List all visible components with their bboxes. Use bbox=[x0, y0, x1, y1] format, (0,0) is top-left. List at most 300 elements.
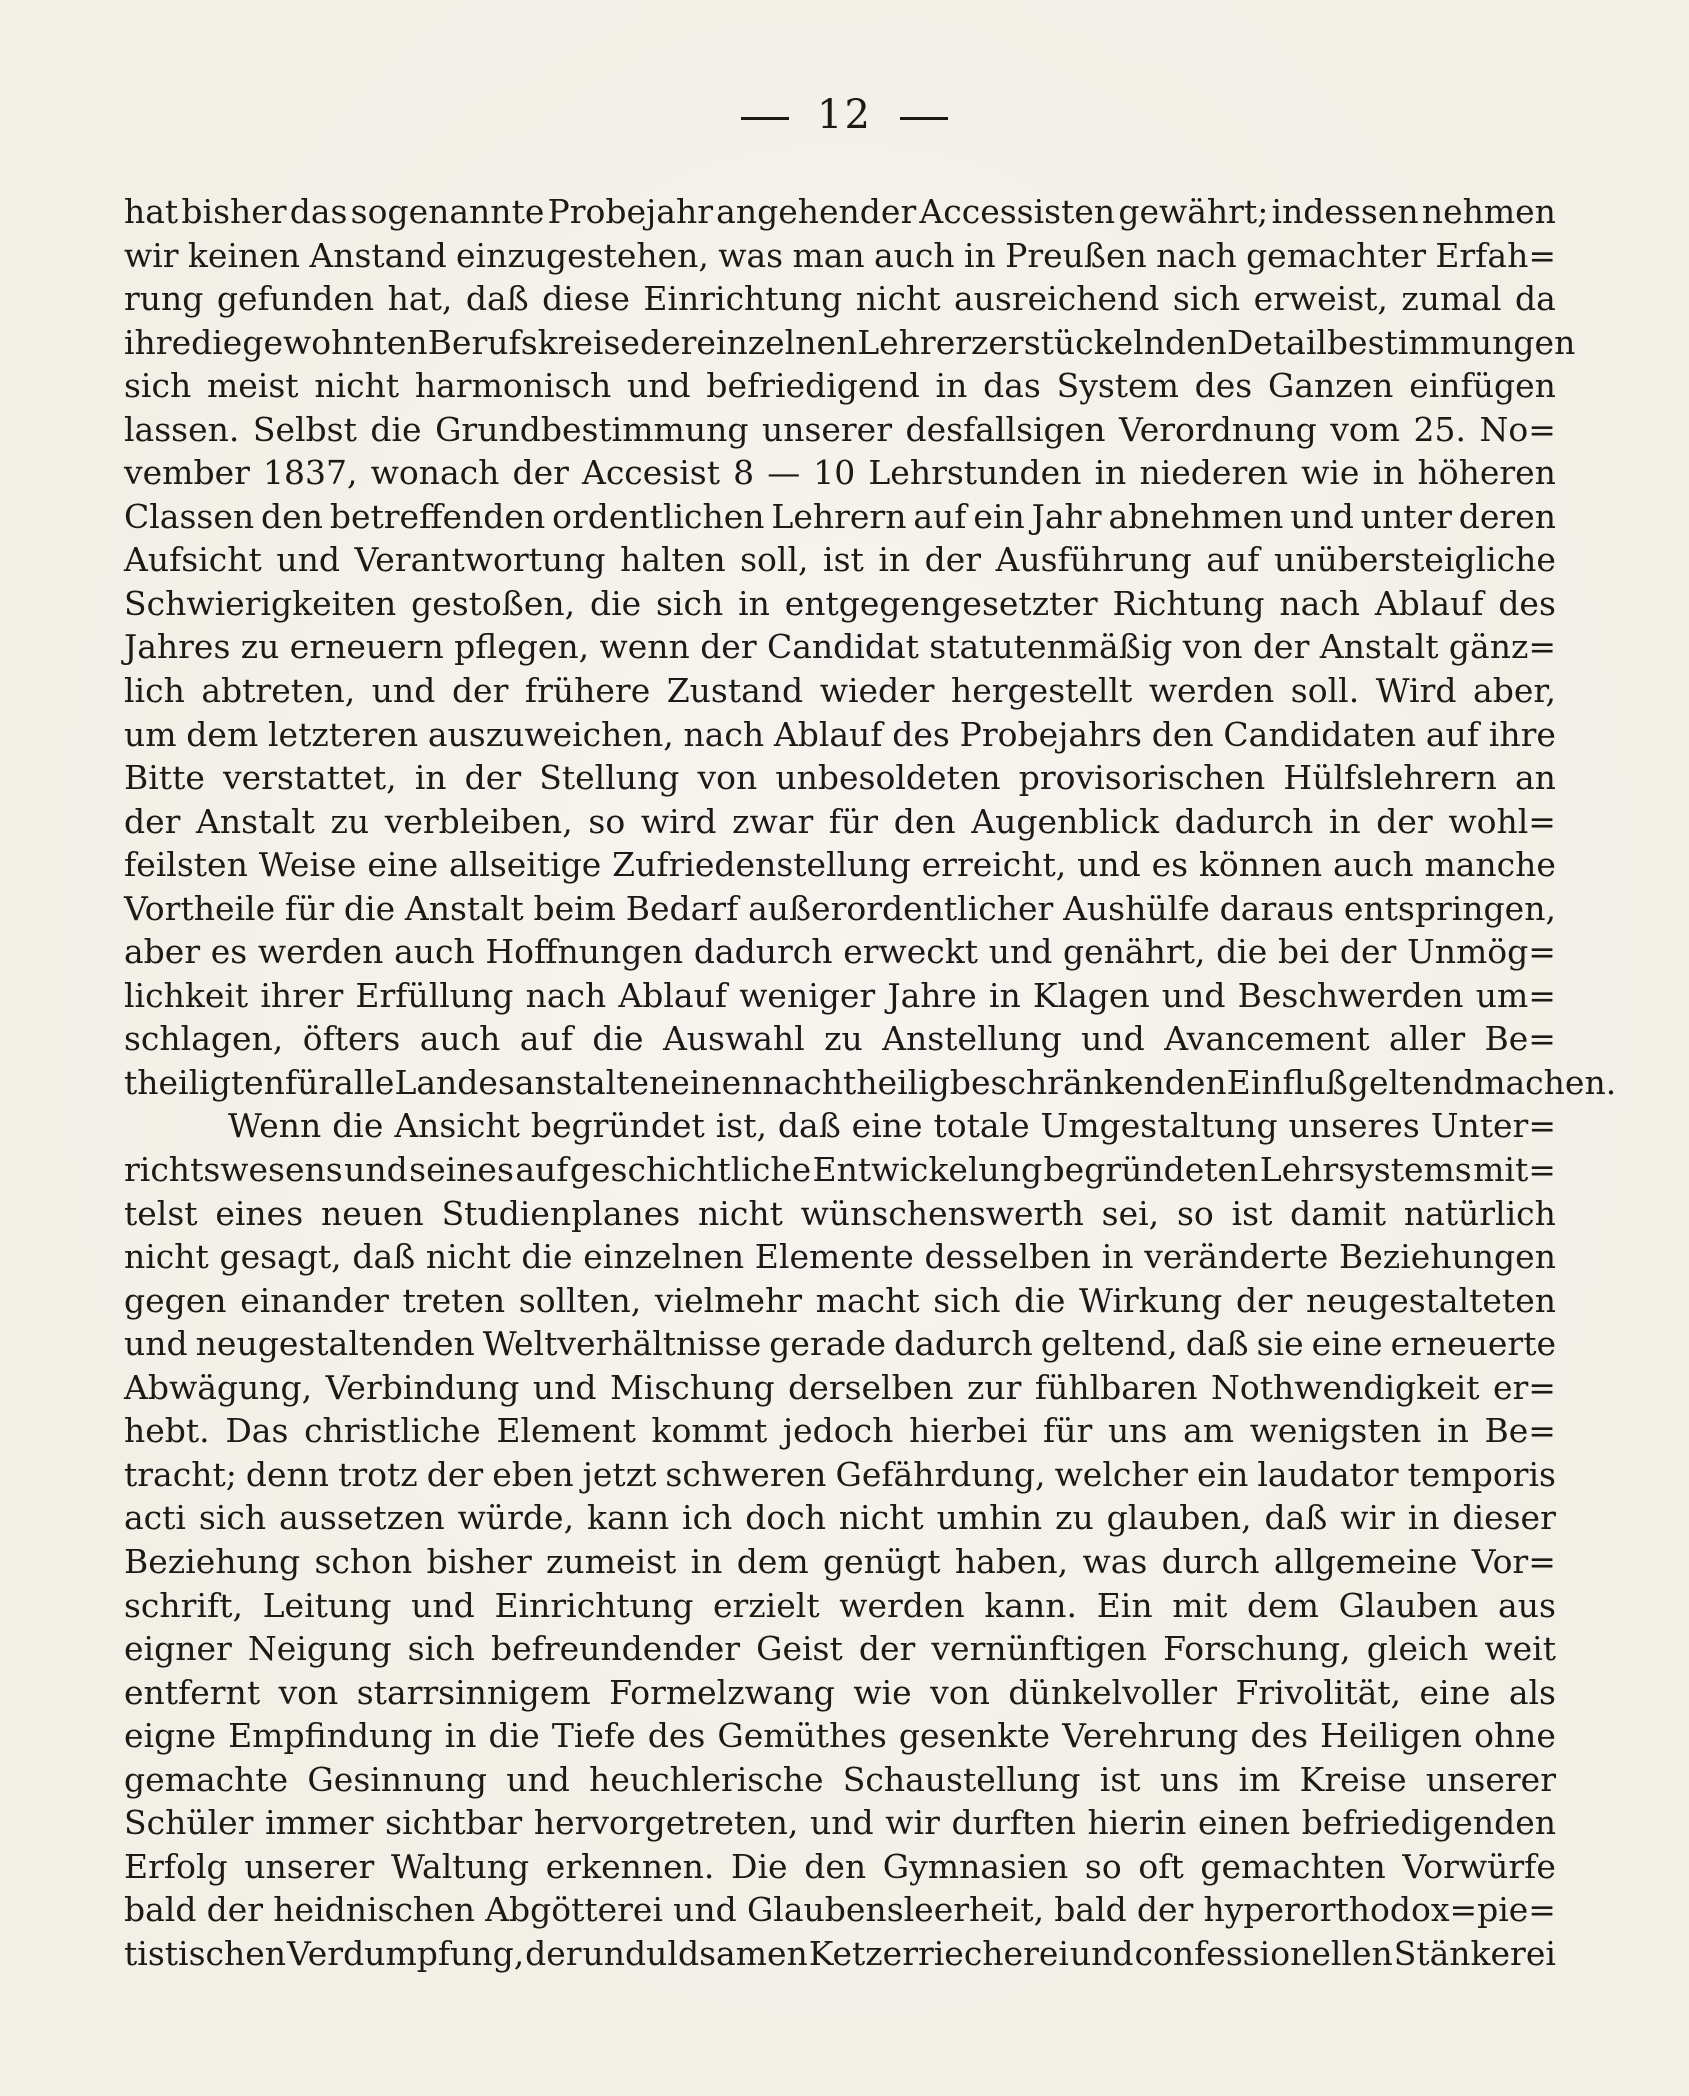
word: Klagen bbox=[1032, 975, 1150, 1015]
word: zu bbox=[824, 1019, 863, 1059]
word: begründeten bbox=[1043, 1150, 1259, 1190]
text-line bbox=[124, 1627, 1556, 1671]
word: nicht bbox=[124, 1237, 209, 1277]
word: auch bbox=[1332, 845, 1414, 885]
word: Zufriedenstellung bbox=[612, 845, 911, 885]
word: in bbox=[1437, 1411, 1469, 1451]
word: Anstellung bbox=[882, 1019, 1062, 1059]
word: Jahre bbox=[887, 975, 977, 1015]
text-line bbox=[124, 1932, 1556, 1976]
word: telst bbox=[124, 1193, 198, 1233]
word: eine bbox=[1311, 1324, 1383, 1364]
text-line bbox=[124, 234, 1556, 278]
text-line bbox=[124, 625, 1556, 669]
word: ohne bbox=[1474, 1716, 1556, 1756]
word: so bbox=[1176, 1193, 1214, 1233]
word: ist bbox=[823, 540, 864, 580]
word: Unmög= bbox=[1406, 932, 1556, 972]
word: für bbox=[828, 801, 879, 841]
word: wir bbox=[124, 235, 179, 275]
word: das bbox=[289, 192, 348, 231]
word: zu bbox=[1055, 1498, 1094, 1538]
word: frühere bbox=[524, 671, 651, 711]
word: und bbox=[371, 671, 436, 711]
word: Kreise bbox=[1299, 1759, 1407, 1799]
word: ein bbox=[973, 496, 1025, 536]
word: eines bbox=[215, 1193, 304, 1233]
word: und bbox=[1081, 1019, 1145, 1059]
word: in bbox=[964, 235, 996, 275]
word: System bbox=[1056, 366, 1179, 406]
word: unserer bbox=[761, 409, 892, 449]
word: durch bbox=[1161, 1541, 1260, 1581]
text-line bbox=[124, 974, 1556, 1018]
text-line bbox=[124, 1714, 1556, 1758]
word: für bbox=[284, 888, 335, 928]
word: deren bbox=[1458, 496, 1556, 536]
word: in bbox=[1372, 453, 1405, 493]
word: Ablauf bbox=[618, 975, 728, 1015]
word: Gesinnung bbox=[307, 1759, 487, 1799]
word: eine bbox=[1419, 1672, 1491, 1712]
word: wir bbox=[1340, 1498, 1395, 1538]
word: harmonisch bbox=[414, 366, 612, 406]
word: wünschenswerth bbox=[800, 1193, 1084, 1233]
word: und bbox=[626, 366, 691, 406]
word: theiligten bbox=[124, 1062, 285, 1102]
word: Anstalt bbox=[196, 801, 315, 841]
word: dadurch bbox=[693, 932, 833, 972]
word: desselben bbox=[924, 1237, 1092, 1277]
word: Einfluß bbox=[1226, 1062, 1348, 1102]
word: in bbox=[1101, 1237, 1134, 1277]
word: in bbox=[935, 366, 968, 406]
word: und bbox=[1069, 1933, 1134, 1973]
word: neuen bbox=[320, 1193, 424, 1233]
word: hierin bbox=[1087, 1803, 1187, 1843]
word: schweren bbox=[665, 1454, 827, 1494]
word: zwar bbox=[732, 801, 814, 841]
word: der bbox=[1339, 932, 1397, 972]
word: gemachte bbox=[124, 1759, 289, 1799]
word: zur bbox=[967, 1367, 1022, 1407]
text-line bbox=[124, 582, 1556, 626]
word: mit= bbox=[1473, 1150, 1556, 1190]
text-line bbox=[124, 1540, 1556, 1584]
word: ihrer bbox=[260, 975, 344, 1015]
word: des bbox=[1250, 1716, 1309, 1756]
word: erzielt bbox=[712, 1585, 820, 1625]
word: in bbox=[878, 540, 911, 580]
word: der bbox=[639, 322, 697, 362]
word: eigner bbox=[124, 1629, 232, 1669]
word: und bbox=[411, 1585, 475, 1625]
word: unbesoldeten bbox=[775, 758, 1001, 798]
text-line bbox=[124, 190, 1556, 234]
word: bisher bbox=[181, 192, 287, 231]
word: Ausführung bbox=[995, 540, 1192, 580]
word: provisorischen bbox=[1018, 758, 1266, 798]
text-line bbox=[124, 1409, 1556, 1453]
word: um= bbox=[1475, 975, 1556, 1015]
word: einzugestehen, bbox=[456, 235, 709, 275]
word: gewohnten bbox=[242, 322, 428, 362]
word: die bbox=[370, 409, 422, 449]
word: Aushülfe bbox=[1063, 888, 1210, 928]
word: vielmehr bbox=[654, 1280, 803, 1320]
page-number: 12 bbox=[817, 92, 872, 138]
word: Erfüllung bbox=[355, 975, 514, 1015]
word: einander bbox=[240, 1280, 389, 1320]
word: Lehrern bbox=[771, 496, 907, 536]
word: es bbox=[1151, 845, 1189, 885]
word: was bbox=[1082, 1541, 1148, 1581]
word: Berufskreise bbox=[427, 322, 640, 362]
word: befriedigend bbox=[706, 366, 920, 406]
word: unserer bbox=[1425, 1759, 1556, 1799]
word: abtreten, bbox=[201, 671, 356, 711]
word: Erfolg bbox=[124, 1846, 228, 1886]
word: daß bbox=[1264, 1498, 1328, 1538]
word: soll, bbox=[740, 540, 809, 580]
word: damit bbox=[1290, 1193, 1387, 1233]
word: erweist, bbox=[1253, 279, 1388, 319]
word: wonach bbox=[370, 453, 500, 493]
word: gegen bbox=[124, 1280, 227, 1320]
word: Ketzerriecherei bbox=[808, 1933, 1069, 1973]
word: Das bbox=[225, 1411, 289, 1451]
word: und bbox=[532, 1367, 597, 1407]
word: Formelzwang bbox=[609, 1672, 835, 1712]
word: einfügen bbox=[1409, 366, 1556, 406]
word: der bbox=[464, 758, 522, 798]
word: eine bbox=[367, 845, 439, 885]
word: welcher bbox=[1054, 1454, 1188, 1494]
word: Lehrstunden bbox=[868, 453, 1082, 493]
word: Die bbox=[731, 1846, 788, 1886]
word: wie bbox=[853, 1672, 912, 1712]
word: Verdumpfung, bbox=[286, 1933, 525, 1973]
word: Gemüthes bbox=[717, 1716, 887, 1756]
word: Element bbox=[496, 1411, 636, 1451]
text-line bbox=[124, 1888, 1556, 1932]
word: nach bbox=[1156, 235, 1237, 275]
word: sogenannte bbox=[350, 192, 545, 231]
word: denn bbox=[245, 1454, 330, 1494]
word: Aufsicht bbox=[124, 540, 262, 580]
word: zumeist bbox=[546, 1541, 677, 1581]
word: christliche bbox=[304, 1411, 481, 1451]
word: gleich bbox=[1366, 1629, 1469, 1669]
word: von bbox=[1182, 627, 1243, 667]
word: der bbox=[1235, 1280, 1293, 1320]
word: unter bbox=[1360, 496, 1452, 536]
text-line bbox=[124, 1192, 1556, 1236]
word: eben bbox=[492, 1454, 574, 1494]
word: der bbox=[512, 453, 569, 493]
word: in bbox=[414, 758, 447, 798]
word: vember bbox=[124, 453, 250, 493]
word: Vortheile bbox=[124, 888, 276, 928]
word: gemachter bbox=[1246, 235, 1426, 275]
word: in bbox=[1407, 1498, 1440, 1538]
word: 10 bbox=[813, 453, 856, 493]
word: Anstand bbox=[309, 235, 447, 275]
word: für bbox=[1043, 1411, 1093, 1451]
text-line bbox=[124, 1671, 1556, 1715]
text-line bbox=[124, 800, 1556, 844]
word: vom bbox=[1330, 409, 1401, 449]
word: die bbox=[191, 322, 243, 362]
word: die bbox=[592, 1019, 644, 1059]
word: oft bbox=[1138, 1846, 1184, 1886]
word: diese bbox=[542, 279, 630, 319]
word: treten bbox=[402, 1280, 506, 1320]
text-line bbox=[124, 1322, 1556, 1366]
word: außerordentlicher bbox=[748, 888, 1054, 928]
word: lichkeit bbox=[124, 975, 249, 1015]
word: der bbox=[1252, 627, 1310, 667]
text-line bbox=[124, 1801, 1556, 1845]
word: sich bbox=[407, 1629, 475, 1669]
word: der bbox=[1136, 1890, 1194, 1930]
word: allseitige bbox=[449, 845, 602, 885]
word: tracht; bbox=[124, 1454, 237, 1494]
word: nach bbox=[1279, 583, 1360, 623]
word: den bbox=[893, 801, 956, 841]
word: des bbox=[892, 714, 950, 754]
word: nicht bbox=[698, 1193, 783, 1233]
word: hat, bbox=[387, 279, 453, 319]
word: dem bbox=[186, 714, 259, 754]
word: die bbox=[1014, 1280, 1066, 1320]
word: 25. bbox=[1413, 409, 1466, 449]
word: Leitung bbox=[262, 1585, 392, 1625]
word: Be= bbox=[1484, 1411, 1556, 1451]
word: neugestaltenden bbox=[195, 1324, 475, 1364]
word: vernünftigen bbox=[931, 1629, 1148, 1669]
word: unduldsamen bbox=[582, 1933, 808, 1973]
word: Wirkung bbox=[1079, 1280, 1223, 1320]
word: haben, bbox=[954, 1541, 1069, 1581]
word: den bbox=[1151, 714, 1214, 754]
word: und bbox=[1290, 496, 1354, 536]
word: daß bbox=[465, 279, 529, 319]
word: meist bbox=[206, 366, 299, 406]
word: Preußen bbox=[1005, 235, 1147, 275]
word: höheren bbox=[1417, 453, 1556, 493]
word: dieser bbox=[1452, 1498, 1556, 1538]
word: richtswesens bbox=[124, 1150, 343, 1190]
word: Avancement bbox=[1164, 1019, 1370, 1059]
word: wir bbox=[885, 1803, 940, 1843]
word: sich bbox=[656, 583, 724, 623]
word: Beziehung bbox=[124, 1541, 301, 1581]
word: auf bbox=[519, 1019, 573, 1059]
word: für bbox=[284, 1062, 335, 1102]
word: verbleiben, bbox=[384, 801, 573, 841]
word: einen bbox=[1198, 1803, 1291, 1843]
word: Ablauf bbox=[773, 714, 883, 754]
word: betreffenden bbox=[329, 496, 546, 536]
word: nicht bbox=[425, 1237, 511, 1277]
word: da bbox=[1515, 279, 1556, 319]
word: Ansicht bbox=[394, 1106, 520, 1146]
word: acti bbox=[124, 1498, 186, 1538]
word: und bbox=[988, 932, 1053, 972]
word: geschichtliche bbox=[569, 1150, 812, 1190]
word: Jahres bbox=[124, 627, 231, 667]
text-line bbox=[124, 713, 1556, 757]
word: Zustand bbox=[666, 671, 804, 711]
word: Einrichtung bbox=[494, 1585, 694, 1625]
word: trotz bbox=[338, 1454, 418, 1494]
word: dem bbox=[1247, 1585, 1319, 1625]
word: und bbox=[1161, 975, 1226, 1015]
text-line bbox=[124, 887, 1556, 931]
text-line bbox=[124, 1148, 1556, 1192]
word: in bbox=[1328, 801, 1361, 841]
word: um bbox=[124, 714, 177, 754]
word: neugestalteten bbox=[1306, 1280, 1556, 1320]
word: Tiefe bbox=[551, 1716, 636, 1756]
word: dadurch bbox=[894, 1324, 1033, 1364]
text-line bbox=[124, 1061, 1617, 1105]
word: hierbei bbox=[909, 1411, 1028, 1451]
word: auf bbox=[1425, 714, 1480, 754]
word: hervorgetreten, bbox=[533, 1803, 799, 1843]
word: am bbox=[1183, 1411, 1235, 1451]
word: sichtbar bbox=[385, 1803, 523, 1843]
word: das bbox=[983, 366, 1041, 406]
word: Probejahr bbox=[547, 192, 713, 231]
word: als bbox=[1508, 1672, 1556, 1712]
word: Verehrung bbox=[1062, 1716, 1239, 1756]
word: kann. bbox=[984, 1585, 1078, 1625]
word: kommt bbox=[651, 1411, 768, 1451]
word: mit bbox=[1172, 1585, 1228, 1625]
word: zerstückelnden bbox=[971, 322, 1227, 362]
word: schrift, bbox=[124, 1585, 243, 1625]
word: und bbox=[344, 1150, 408, 1190]
word: Verordnung bbox=[1118, 409, 1317, 449]
word: Entwickelung bbox=[812, 1150, 1043, 1190]
word: Be= bbox=[1484, 1019, 1556, 1059]
word: jetzt bbox=[582, 1454, 657, 1494]
word: Neigung bbox=[247, 1629, 392, 1669]
word: befriedigenden bbox=[1301, 1803, 1556, 1843]
word: halten bbox=[620, 540, 726, 580]
word: daß bbox=[777, 1106, 841, 1146]
word: erreicht, bbox=[921, 845, 1067, 885]
word: Glaubensleerheit, bbox=[746, 1890, 1045, 1930]
word: und bbox=[673, 1890, 737, 1930]
word: erneuern bbox=[289, 627, 444, 667]
word: auf bbox=[515, 1150, 569, 1190]
word: einzelnen bbox=[696, 322, 858, 362]
word: schlagen, bbox=[124, 1019, 284, 1059]
word: Accesist bbox=[581, 453, 720, 493]
word: Stänkerei bbox=[1393, 1933, 1556, 1973]
word: geltend, bbox=[1040, 1324, 1178, 1364]
word: — bbox=[767, 453, 801, 493]
word: wohl= bbox=[1448, 801, 1556, 841]
word: können bbox=[1198, 845, 1323, 885]
word: Lehrer bbox=[857, 322, 972, 362]
word: die bbox=[521, 1237, 573, 1277]
word: confessionellen bbox=[1134, 1933, 1393, 1973]
word: abnehmen bbox=[1108, 496, 1284, 536]
word: der bbox=[124, 801, 181, 841]
word: Forschung, bbox=[1163, 1629, 1351, 1669]
word: ihre bbox=[1488, 714, 1556, 754]
word: uns bbox=[1107, 1411, 1168, 1451]
word: Augenblick bbox=[971, 801, 1159, 841]
word: Schaustellung bbox=[842, 1759, 1081, 1799]
word: angehender bbox=[716, 192, 917, 231]
word: Nothwendigkeit bbox=[1211, 1367, 1480, 1407]
word: Detailbestimmungen bbox=[1226, 322, 1576, 362]
word: Candidat bbox=[767, 627, 919, 667]
word: Empfindung bbox=[228, 1716, 433, 1756]
word: der bbox=[426, 1454, 484, 1494]
word: des bbox=[647, 1716, 706, 1756]
word: soll. bbox=[1290, 671, 1360, 711]
word: der bbox=[451, 671, 509, 711]
word: ich bbox=[682, 1498, 733, 1538]
word: 1837, bbox=[263, 453, 358, 493]
word: zu bbox=[330, 801, 370, 841]
word: lassen. bbox=[124, 409, 240, 449]
word: sich bbox=[933, 1280, 1001, 1320]
word: bei bbox=[1277, 932, 1330, 972]
word: erkennen. bbox=[545, 1846, 715, 1886]
word: geltend bbox=[1347, 1062, 1475, 1102]
word: Gymnasien bbox=[882, 1846, 1069, 1886]
word: gerade bbox=[769, 1324, 887, 1364]
text-line bbox=[124, 495, 1556, 539]
word: Classen bbox=[124, 496, 255, 536]
word: aussetzen bbox=[279, 1498, 445, 1538]
word: einzelnen bbox=[583, 1237, 745, 1277]
word: nicht bbox=[855, 279, 941, 319]
text-line bbox=[124, 1366, 1556, 1410]
word: statutenmäßig bbox=[929, 627, 1173, 667]
word: macht bbox=[815, 1280, 920, 1320]
word: nicht bbox=[838, 1498, 924, 1538]
word: Anstalt bbox=[404, 888, 524, 928]
word: bisher bbox=[426, 1541, 532, 1581]
word: nehmen bbox=[1421, 192, 1556, 231]
word: doch bbox=[745, 1498, 826, 1538]
word: Glauben bbox=[1338, 1585, 1479, 1625]
word: auch bbox=[419, 1019, 501, 1059]
word: Erfah= bbox=[1435, 235, 1556, 275]
text-line bbox=[124, 669, 1556, 713]
word: beschränkenden bbox=[949, 1062, 1227, 1102]
word: Waltung bbox=[390, 1846, 530, 1886]
word: schon bbox=[314, 1541, 413, 1581]
word: hebt. bbox=[124, 1411, 210, 1451]
word: und bbox=[810, 1803, 874, 1843]
word: auf bbox=[1206, 540, 1260, 580]
word: Vorwürfe bbox=[1402, 1846, 1556, 1886]
word: Beziehungen bbox=[1339, 1237, 1556, 1277]
word: Unter= bbox=[1430, 1106, 1556, 1146]
word: die bbox=[332, 1106, 384, 1146]
word: pflegen, bbox=[454, 627, 590, 667]
word: in bbox=[1094, 453, 1127, 493]
